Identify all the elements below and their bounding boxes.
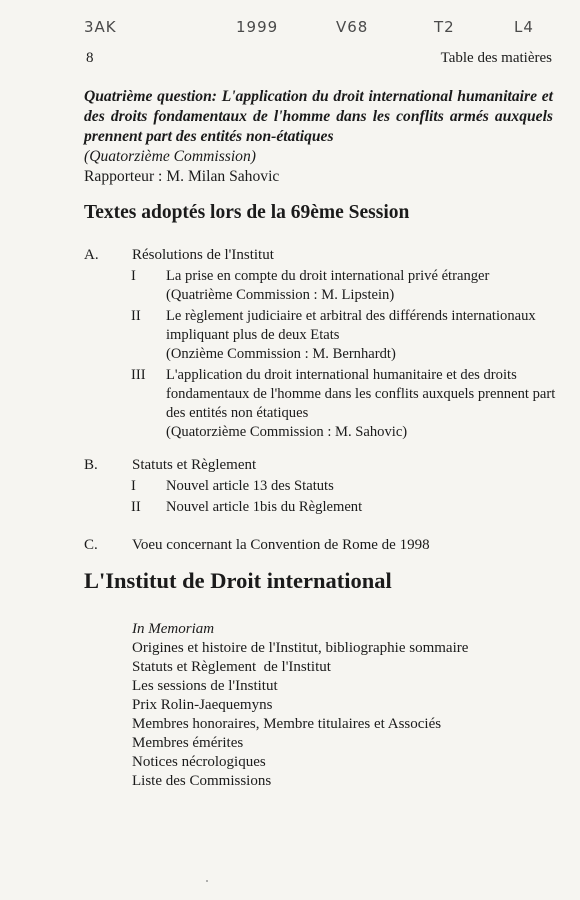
list-item: [131, 307, 561, 364]
section-title: Statuts et Règlement: [132, 457, 257, 473]
handwritten-notes: [84, 18, 554, 40]
list-item: Les sessions de l'Institut: [132, 678, 278, 694]
scan-speck: [206, 880, 208, 882]
page-number: 8: [86, 50, 94, 66]
handwritten-note: T2: [434, 18, 455, 36]
section-a-items: [131, 267, 561, 444]
handwritten-note: 1999: [236, 18, 279, 36]
list-item: [131, 267, 561, 305]
item-commission: (Quatorzième Commission : M. Sahovic): [166, 424, 408, 440]
running-title: Table des matières: [440, 50, 552, 66]
handwritten-note: 3AK: [84, 18, 117, 36]
in-memoriam: In Memoriam: [132, 621, 215, 637]
item-text: Le règlement judiciaire et arbitral des différends internationaux impliquant plus de deux Etats: [166, 308, 536, 343]
textes-heading: Textes adoptés lors de la 69ème Session: [84, 202, 410, 223]
list-item: Statuts et Règlement de l'Institut: [132, 659, 331, 675]
section-b-items: [131, 477, 561, 519]
item-text: Nouvel article 13 des Statuts: [166, 478, 334, 494]
section-letter: C.: [84, 537, 98, 553]
section-title: Voeu concernant la Convention de Rome de 1998: [132, 537, 430, 553]
list-item: Membres honoraires, Membre titulaires et Associés: [132, 716, 442, 732]
list-item: Liste des Commissions: [132, 773, 272, 789]
item-numeral: II: [131, 308, 141, 324]
question-commission: (Quatorzième Commission): [84, 148, 256, 165]
list-item: Notices nécrologiques: [132, 754, 266, 770]
list-item: [131, 498, 561, 517]
institut-heading: L'Institut de Droit international: [84, 568, 392, 593]
item-text: La prise en compte du droit international privé étranger: [166, 268, 490, 284]
item-numeral: II: [131, 499, 141, 515]
question-title: Quatrième question: L'application du droit international humanitaire et des droits fondamentaux de l'homme dans les conflits armés auxquels prennent part des entités non-étatiques: [84, 88, 553, 145]
question-rapporteur: Rapporteur : M. Milan Sahovic: [84, 168, 280, 185]
section-letter: B.: [84, 457, 98, 473]
section-title: Résolutions de l'Institut: [132, 247, 274, 263]
list-item: Membres émérites: [132, 735, 244, 751]
item-text: Nouvel article 1bis du Règlement: [166, 499, 363, 515]
item-text: L'application du droit international humanitaire et des droits fondamentaux de l'homme dans les conflits auxquels prennent part des entités non étatiques: [166, 367, 556, 421]
list-item: [131, 366, 561, 442]
handwritten-note: V68: [336, 18, 369, 36]
item-commission: (Onzième Commission : M. Bernhardt): [166, 346, 396, 362]
list-item: Origines et histoire de l'Institut, bibliographie sommaire: [132, 640, 469, 656]
section-letter: A.: [84, 247, 99, 263]
item-numeral: III: [131, 367, 146, 383]
question-block: [84, 87, 553, 187]
item-commission: (Quatrième Commission : M. Lipstein): [166, 287, 395, 303]
item-numeral: I: [131, 268, 136, 284]
list-item: Prix Rolin-Jaequemyns: [132, 697, 273, 713]
list-item: [131, 477, 561, 496]
institut-contents: [132, 620, 468, 791]
item-numeral: I: [131, 478, 136, 494]
handwritten-note: L4: [514, 18, 534, 36]
